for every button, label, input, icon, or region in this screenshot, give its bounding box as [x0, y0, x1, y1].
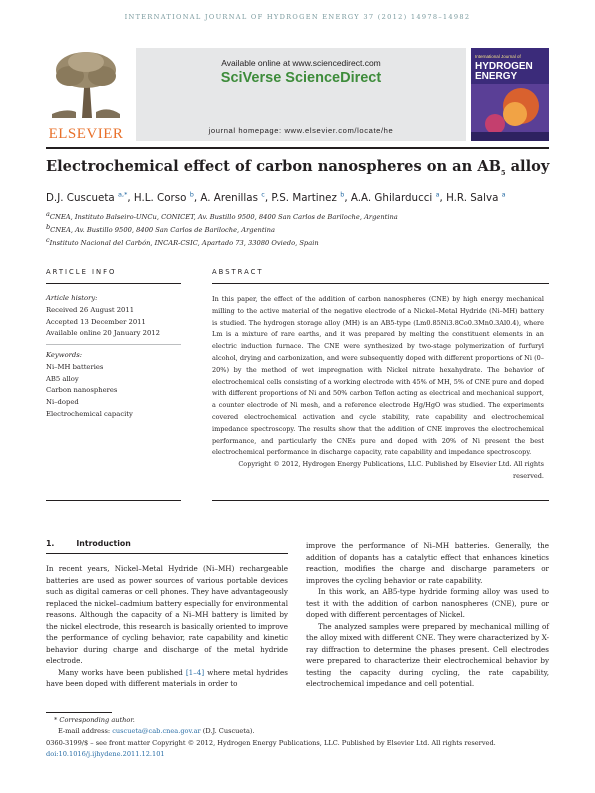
- abstract-body: [212, 294, 544, 483]
- paragraph: [46, 667, 288, 690]
- author[interactable]: [200, 192, 264, 204]
- author[interactable]: [271, 192, 344, 204]
- article-info-heading: ARTICLE INFO: [46, 268, 117, 276]
- author[interactable]: [351, 192, 440, 204]
- abstract-copyright: Copyright © 2012, Hydrogen Energy Publications, LLC. Published by Elsevier Ltd. All rights reserved.: [238, 460, 544, 480]
- author-name: A.A. Ghilarducci: [350, 192, 433, 204]
- email-owner: (D.J. Cuscueta).: [200, 727, 255, 735]
- article-info-rule: [46, 283, 181, 284]
- email-footnote: [46, 727, 255, 735]
- info-divider: [46, 344, 181, 345]
- footnote-rule: [46, 712, 112, 713]
- keyword-item: AB5 alloy: [46, 374, 79, 383]
- author-affiliation-mark[interactable]: b: [340, 190, 345, 199]
- affiliation: [46, 235, 549, 247]
- author-affiliation-mark[interactable]: c: [261, 190, 265, 199]
- elsevier-wordmark: ELSEVIER: [48, 126, 124, 142]
- corresponding-author-note: * Corresponding author.: [54, 716, 135, 724]
- email-link[interactable]: cuscueta@cab.cnea.gov.ar: [112, 727, 201, 735]
- author[interactable]: [134, 192, 194, 204]
- title-text-end: alloy: [505, 158, 550, 175]
- affiliation-text: CNEA, Av. Bustillo 9500, 8400 San Carlos de Bariloche, Argentina: [50, 226, 275, 234]
- paragraph: The analyzed samples were prepared by mechanical milling of the alloy mixed with different CNE. They were characterized by X-ray diffraction to determine the phases present. Cell electrodes were prepared to characterize their electrochemical behavior by testing the capacity during cycling, the rate capability, electrochemical impedance and cell potential.: [306, 621, 549, 688]
- sciverse-sciencedirect-logo[interactable]: SciVerse ScienceDirect: [220, 70, 382, 86]
- affiliation-mark: a: [46, 209, 50, 218]
- affiliation-text: Instituto Nacional del Carbón, INCAR-CSIC, Apartado 73, 33080 Oviedo, Spain: [49, 239, 319, 247]
- section-number: 1.: [46, 539, 55, 548]
- keywords-label: Keywords:: [46, 351, 83, 359]
- journal-running-header: INTERNATIONAL JOURNAL OF HYDROGEN ENERGY 37 (2012) 14978–14982: [124, 13, 471, 21]
- keywords: [46, 350, 181, 421]
- journal-cover-image: [471, 48, 549, 141]
- affiliation: [46, 209, 549, 221]
- author-affiliation-mark[interactable]: a: [435, 190, 440, 199]
- author-name: H.L. Corso: [133, 192, 187, 204]
- author-affiliation-mark[interactable]: b: [189, 190, 194, 199]
- available-online-text: Available online at www.sciencedirect.com: [221, 58, 381, 68]
- author-name: D.J. Cuscueta: [46, 192, 115, 204]
- abstract-bottom-rule: [212, 500, 549, 501]
- email-label: E-mail address:: [58, 727, 113, 735]
- elsevier-tree-icon: [46, 48, 126, 120]
- section-title: Introduction: [76, 539, 131, 548]
- header-rule: [46, 147, 549, 149]
- author-list: D.J. Cuscueta $^{a,*}$, H.L. Corso $^b$, A. Arenillas $^c$, P.S. Martinez $^b$, A.A. Ghilarducci $^a$, H.R. Salva $^a$: [46, 190, 506, 204]
- title-text: Electrochemical effect of carbon nanospheres on an AB: [46, 158, 501, 175]
- keyword-item: Electrochemical capacity: [46, 409, 133, 418]
- affiliation-mark: b: [46, 222, 51, 231]
- doi-link[interactable]: doi:10.1016/j.ijhydene.2011.12.101: [46, 750, 165, 758]
- title-subscript: 5: [500, 168, 506, 177]
- keyword-item: Carbon nanospheres: [46, 386, 118, 395]
- author-name: A. Arenillas: [200, 192, 258, 204]
- history-accepted: Accepted 13 December 2011: [46, 317, 146, 326]
- abstract-text: In this paper, the effect of the addition of carbon nanospheres (CNE) by high energy mechanical milling to the active material of the negative electrode of a Nickel–Metal Hydride (Ni–MH) battery is studied. The hydrogen storage alloy (MH) is an AB5-type (Lm0.85Ni3.8Co0.3Mn0.3Al0.4), where Lm is a mixture of rare earths, and it was prepared by melting the constituent elements in an electric induction furnace. The CNE were synthesized by two-stage polymerization of furfuryl alcohol, drying and carbonization, and were subsequently doped with different proportions of Ni (0–20%) by the method of wet impregnation with Nickel nitrate hexahydrate. The behavior of electrochemical cells consisting of a working electrode with 45% of MH, 5% of CNE pure and doped with different proportions of Ni and 50% carbon Teflon acting as electrical and mechanical support, a counter electrode of Ni mesh, and a reference electrode Hg/HgO was studied. The experiments covered electrochemical activation and cycle stability, rate capability and electrochemical impedance spectroscopy. The results show that the addition of CNE improves the electrochemical performance, and particularly the CNEs pure and doped with 20% of Ni present the best electrochemical performance in discharge capacity, rate capability and impedance spectroscopy.: [212, 295, 544, 457]
- article-history: [46, 293, 181, 340]
- author-name: P.S. Martinez: [271, 192, 337, 204]
- paragraph: In this work, an AB5-type hydride forming alloy was used to test it with the addition of carbon nanospheres (CNE), pure or doped with different percentages of Nickel.: [306, 587, 549, 619]
- paragraph-text: Many works have been published: [58, 667, 186, 677]
- journal-homepage-link[interactable]: journal homepage: www.elsevier.com/locate/he: [208, 126, 394, 135]
- cover-subtitle: International Journal of: [475, 54, 521, 59]
- section-rule: [46, 553, 288, 554]
- paragraph: improve the performance of Ni–MH batteries. Generally, the addition of dopants has a catalytic effect that enhances kinetics reaction, modifies the charge and discharge parameters or improves the cycling behavior or rate capability.: [306, 541, 549, 585]
- history-label: Article history:: [46, 294, 98, 302]
- article-info-bottom-rule: [46, 500, 181, 501]
- author-name: H.R. Salva: [446, 192, 499, 204]
- cover-artwork-icon: [471, 84, 549, 141]
- elsevier-logo: [46, 48, 126, 143]
- citation-link[interactable]: [1–4]: [185, 667, 205, 677]
- sciencedirect-banner: [136, 48, 466, 141]
- history-online: Available online 20 January 2012: [46, 329, 160, 338]
- author[interactable]: [46, 192, 127, 204]
- author-affiliation-mark[interactable]: a,*: [118, 190, 128, 199]
- affiliation-text: CNEA, Instituto Balseiro-UNCu, CONICET, Av. Bustillo 9500, 8400 San Carlos de Bariloche, Argentina: [49, 213, 398, 221]
- section-heading-introduction: [46, 539, 131, 548]
- issn-line: 0360-3199/$ – see front matter Copyright © 2012, Hydrogen Energy Publications, LLC. Published by Elsevier Ltd. All rights reserved.: [46, 739, 496, 747]
- body-left-column: [46, 563, 288, 690]
- abstract-heading: ABSTRACT: [212, 268, 264, 276]
- paragraph-text: where metal hydrides have been doped with different materials in order to: [46, 667, 288, 688]
- author-affiliation-mark[interactable]: a: [501, 190, 506, 199]
- cover-title: HYDROGEN ENERGY: [475, 61, 533, 82]
- keyword-item: Ni–MH batteries: [46, 362, 104, 371]
- affiliation-mark: c: [46, 235, 50, 244]
- article-title: [46, 158, 549, 175]
- affiliation: [46, 222, 549, 234]
- author[interactable]: [446, 192, 506, 204]
- abstract-rule: [212, 283, 549, 284]
- history-received: Received 26 August 2011: [46, 305, 135, 314]
- body-right-column: [306, 540, 549, 690]
- keyword-item: Ni–doped: [46, 398, 79, 407]
- paragraph: In recent years, Nickel–Metal Hydride (Ni–MH) rechargeable batteries are used as power sources of various portable devices such as digital cameras or cell phones. They have advantageously replaced the nickel–cadmium battery especially for environmental reasons. Although the capacity of a Ni–MH battery is limited by the nickel electrode, this research is basically oriented to improve the performance of cycling behavior, rate capability and kinetic behavior during charge and discharge of the metal hydride electrode.: [46, 564, 288, 665]
